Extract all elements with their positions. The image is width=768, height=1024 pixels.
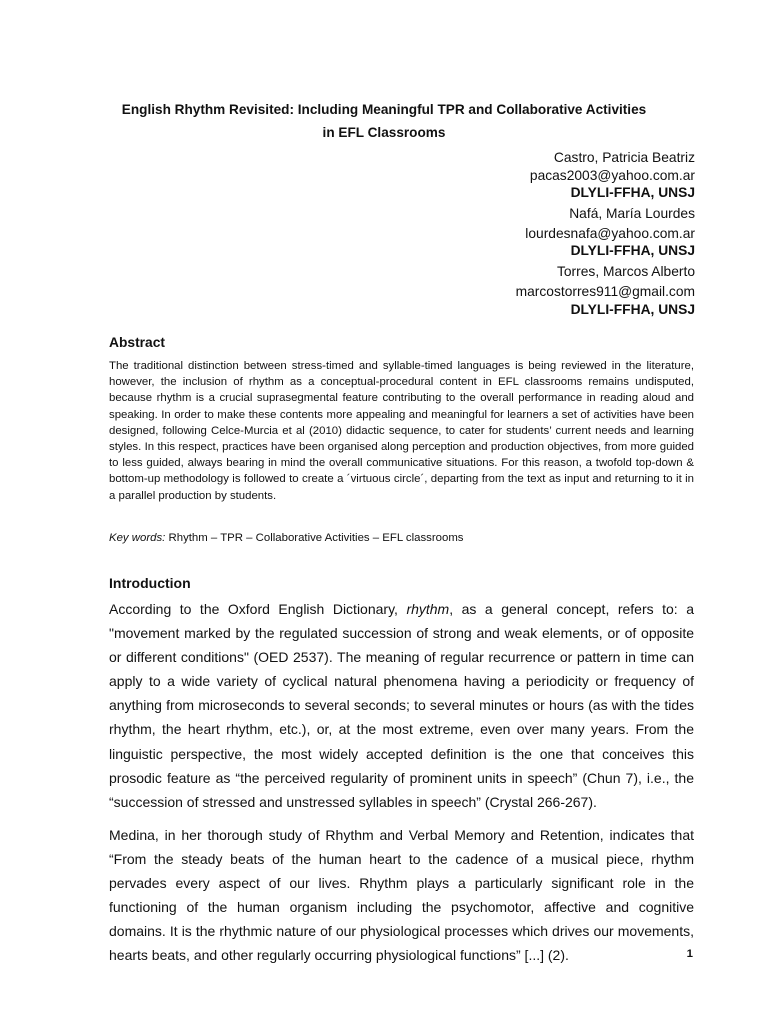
introduction-paragraph-2: Medina, in her thorough study of Rhythm and Verbal Memory and Retention, indicates that “From the steady beats of the human heart to the cadence of a musical piece, rhythm pervades every aspect of our lives. Rhythm plays a particularly significant role in the functioning of the human organism including the psychomotor, affective and cognitive domains. It is the rhythmic nature of our physiological processes which drives our movements, hearts beats, and other regularly occurring physiological functions” [...] (2). [109, 826, 694, 964]
keywords-text: Rhythm – TPR – Collaborative Activities – EFL classrooms [165, 532, 464, 544]
keywords-label: Key words: [109, 532, 166, 544]
intro-p1-emphasis: rhythm [406, 601, 450, 617]
author-affiliation: DLYLI-FFHA, UNSJ [570, 301, 695, 317]
keywords-line [109, 532, 464, 544]
author-email[interactable]: lourdesnafa@yahoo.com.ar [525, 225, 695, 241]
author-name: Torres, Marcos Alberto [556, 263, 695, 279]
introduction-body [109, 597, 694, 967]
abstract-text: The traditional distinction between stress-timed and syllable-timed languages is being reviewed in the literature, however, the inclusion of rhythm as a conceptual-procedural content in EFL classrooms remains undisputed, because rhythm is a crucial suprasegmental feature contributing to the overall performance in reading aloud and speaking. In order to make these contents more appealing and meaningful for learners a set of activities have been designed, following Celce-Murcia et al (2010) didactic sequence, to cater for students’ current needs and learning styles. In this respect, practices have been organised along perception and production objectives, from more guided to less guided, always bearing in mind the overall communicative situations. For this reason, a twofold top-down & bottom-up methodology is followed to create a ´virtuous circle´, departing from the text as input and returning to it in a parallel production by students. [109, 360, 694, 502]
paper-title-line-2: in EFL Classrooms [322, 125, 446, 140]
author-email[interactable]: marcostorres911@gmail.com [515, 283, 695, 299]
author-block [516, 149, 695, 318]
introduction-paragraph-1 [109, 597, 694, 814]
intro-p1-start: According to the Oxford English Dictionary, [109, 601, 407, 617]
author-name: Castro, Patricia Beatriz [553, 150, 695, 165]
intro-p1-rest: , as a general concept, refers to: a "movement marked by the regulated succession of strong and weak elements, or of opposite or different conditions" (OED 2537). The meaning of regular recurrence or pattern in time can apply to a wide variety of cyclical natural phenomena having a periodicity or frequency of anything from microseconds to several seconds; to several minutes or hours (as with the tides rhythm, the heart rhythm, etc.), or, at the most extreme, even over many years. From the linguistic perspective, the most widely accepted definition is the one that conceives this prosodic feature as “the perceived regularity of prominent units in speech” (Chun 7), i.e., the “succession of stressed and unstressed syllables in speech” (Crystal 266-267). [109, 601, 694, 810]
introduction-heading: Introduction [109, 575, 191, 591]
page-number: 1 [686, 948, 693, 960]
abstract-body [109, 358, 694, 504]
paper-title-line-1: English Rhythm Revisited: Including Meaningful TPR and Collaborative Activities [121, 102, 647, 117]
abstract-heading: Abstract [109, 335, 165, 350]
author-email[interactable]: pacas2003@yahoo.com.ar [529, 167, 695, 183]
author-name: Nafá, María Lourdes [569, 205, 695, 221]
author-affiliation: DLYLI-FFHA, UNSJ [570, 185, 695, 201]
author-affiliation: DLYLI-FFHA, UNSJ [570, 243, 695, 259]
